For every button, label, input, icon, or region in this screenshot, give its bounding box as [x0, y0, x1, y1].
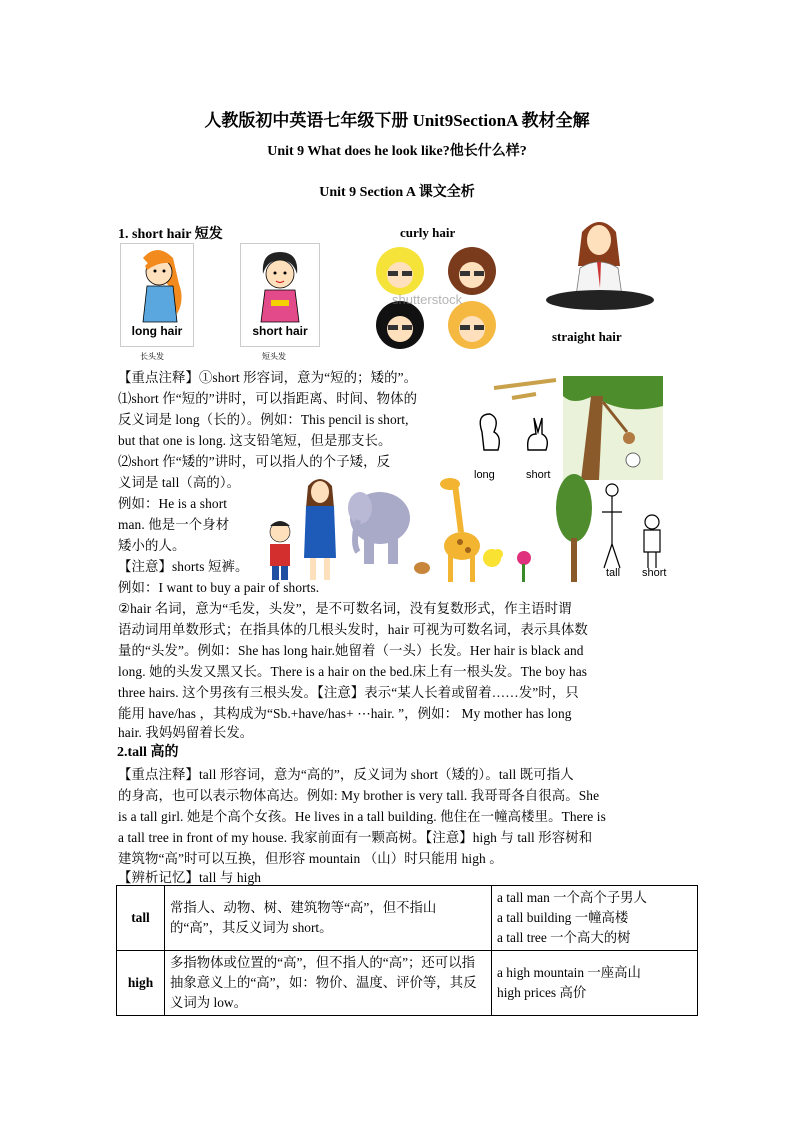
tall-high-table [116, 885, 698, 1016]
compare-label: 【辨析记忆】tall 与 high [118, 870, 262, 885]
note-line-4: but that one is long. 这支铅笔短，但是那支长。 [118, 433, 392, 448]
short-pic-label-2: short [642, 567, 667, 579]
short-person-figure [644, 515, 660, 568]
item1-heading: 1. short hair 短发 [118, 227, 223, 242]
tall-pic-label: tall [606, 567, 621, 579]
note-line-6: 义词是 tall（高的）。 [118, 475, 241, 490]
table-word-cell: tall [117, 886, 165, 951]
boy-figure [270, 521, 290, 580]
note-line-9: 矮小的人。 [118, 538, 186, 553]
note-line-8: man. 他是一个身材 [118, 517, 230, 532]
document-subtitle: Unit 9 What does he look like?他长什么样? [267, 144, 527, 159]
woman-figure [304, 479, 336, 580]
hair-line-4: long. 她的头发又黑又长。There is a hair on the bed.床上有一根头发。The boy has [118, 664, 588, 679]
hair-line-2: 语动词用单数形式；在指具体的几根头发时，hair 可视为可数名词，表示具体数 [118, 622, 588, 637]
hair-line-1: ②hair 名词，意为“毛发，头发”，是不可数名词，没有复数形式，作主语时谓 [118, 601, 572, 616]
note-line-7: 例如：He is a short [118, 496, 228, 511]
tree-monkey-illustration [563, 376, 663, 480]
section-heading: Unit 9 Section A 课文全析 [319, 185, 475, 200]
document-title: 人教版初中英语七年级下册 Unit9SectionA 教材全解 [204, 111, 590, 130]
straight-hair-woman-illustration [542, 212, 658, 312]
hair-line-3: 量的“头发”。例如：She has long hair.她留着（一头）长发。Her hair is black and [118, 643, 584, 658]
hair-line-7: hair. 我妈妈留着长发。 [118, 725, 254, 740]
tall-line-1: 【重点注释】tall 形容词，意为“高的”，反义词为 short（矮的）。tall 既可指人 [118, 767, 574, 782]
table-word-cell: high [117, 951, 165, 1016]
long-hair-caption: 长头发 [140, 352, 164, 361]
note-line-10: 【注意】shorts 短裤。 [118, 559, 249, 574]
tall-line-3: is a tall girl. 她是个高个女孩。He lives in a tall building. 他住在一幢高楼里。There is [118, 809, 606, 824]
long-pic-label: long [474, 469, 495, 481]
table-examples-cell [492, 886, 698, 951]
example-line: high prices 高价 [497, 985, 587, 1000]
short-pic-label: short [526, 469, 551, 481]
hair-line-6: 能用 have/has ，其构成为“Sb.+have/has+ ⋯hair. ”，例如： My mother has long [118, 706, 572, 721]
table-examples-cell [492, 951, 698, 1016]
long-hair-card [120, 243, 194, 347]
note-line-11: 例如：I want to buy a pair of shorts. [118, 580, 320, 595]
tall-person-figure [602, 484, 622, 568]
short-hair-caption: 短头发 [262, 352, 286, 361]
example-line: a tall building 一幢高楼 [497, 910, 629, 925]
watermark-text: shutterstock [392, 292, 463, 307]
table-row [117, 886, 698, 951]
table-desc-cell: 常指人、动物、树、建筑物等“高”，但不指山的“高”，其反义词为 short。 [165, 886, 492, 951]
example-line: a high mountain 一座高山 [497, 965, 641, 980]
tall-line-5: 建筑物“高”时可以互换，但形容 mountain （山）时只能用 high 。 [118, 851, 503, 866]
note-line-1: 【重点注释】①short 形容词，意为“短的；矮的”。 [118, 370, 418, 385]
long-hair-girl-illustration [121, 244, 193, 324]
curly-hair-label: curly hair [400, 225, 456, 240]
short-hair-card-label: short hair [252, 324, 308, 338]
flower-figure [517, 551, 531, 582]
note-line-3: 反义词是 long（长的）。例如：This pencil is short, [118, 412, 409, 427]
note-line-2: ⑴short 作“短的”讲时，可以指距离、时间、物体的 [118, 391, 418, 406]
example-line: a tall tree 一个高大的树 [497, 930, 631, 945]
bird-figure [483, 549, 503, 567]
giraffe-figure [440, 478, 480, 582]
straight-hair-label: straight hair [552, 329, 622, 344]
small-animal-figure [414, 562, 430, 574]
note-line-5: ⑵short 作“矮的”讲时，可以指人的个子矮，反 [118, 454, 391, 469]
long-short-illustration [472, 374, 558, 466]
table-row [117, 951, 698, 1016]
long-hair-card-label: long hair [131, 324, 183, 338]
short-hair-girl-illustration [241, 244, 319, 324]
tall-line-2: 的身高，也可以表示物体高达。例如: My brother is very tall. 我哥哥各自很高。She [118, 788, 600, 803]
item2-heading: 2.tall 高的 [117, 745, 179, 760]
table-desc-cell: 多指物体或位置的“高”，但不指人的“高”；还可以指抽象意义上的“高”，如：物价、温度、评价等，其反义词为 low。 [165, 951, 492, 1016]
tall-line-4: a tall tree in front of my house. 我家前面有一颗高树。【注意】high 与 tall 形容树和 [118, 830, 593, 845]
example-line: a tall man 一个高个子男人 [497, 890, 647, 905]
hair-line-5: three hairs. 这个男孩有三根头发。【注意】表示“某人长着或留着……发”时，只 [118, 685, 579, 700]
tall-tree-figure [556, 474, 592, 582]
elephant-figure [348, 492, 410, 564]
short-hair-card [240, 243, 320, 347]
